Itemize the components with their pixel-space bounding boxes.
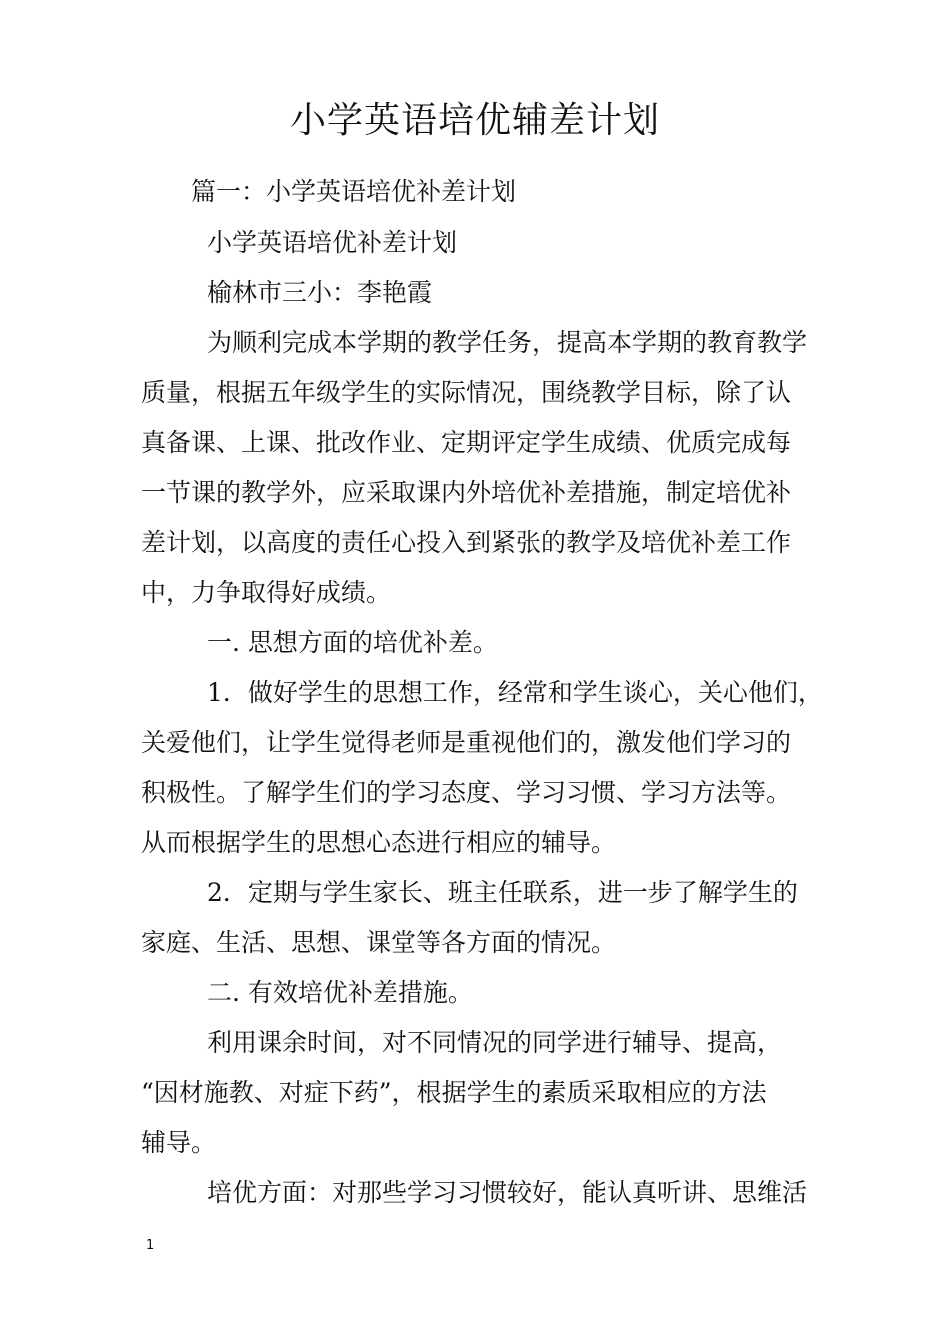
- section-heading: 一. 思想方面的培优补差。: [207, 628, 498, 657]
- paragraph-line: 质量，根据五年级学生的实际情况，围绕教学目标，除了认: [141, 378, 792, 407]
- paragraph-line: 2．定期与学生家长、班主任联系，进一步了解学生的: [207, 878, 798, 907]
- paragraph-line: 关爱他们，让学生觉得老师是重视他们的，激发他们学习的: [141, 728, 792, 757]
- paragraph-line: 利用课余时间，对不同情况的同学进行辅导、提高，: [207, 1028, 783, 1057]
- paragraph-line: “因材施教、对症下药”，根据学生的素质采取相应的方法: [141, 1078, 767, 1107]
- paragraph-line: 培优方面：对那些学习习惯较好，能认真听讲、思维活: [207, 1178, 808, 1207]
- paragraph-line: 辅导。: [141, 1128, 217, 1157]
- paragraph-line: 从而根据学生的思想心态进行相应的辅导。: [141, 828, 617, 857]
- document-title: 小学英语培优辅差计划: [289, 100, 660, 141]
- paragraph-line: 积极性。了解学生们的学习态度、学习习惯、学习方法等。: [141, 778, 792, 807]
- paragraph-line: 为顺利完成本学期的教学任务，提高本学期的教育教学: [207, 328, 808, 357]
- section-heading: 二. 有效培优补差措施。: [207, 978, 473, 1007]
- paragraph-line: 家庭、生活、思想、课堂等各方面的情况。: [141, 928, 617, 957]
- author-line: 榆林市三小：李艳霞: [207, 278, 433, 307]
- paragraph-line: 真备课、上课、批改作业、定期评定学生成绩、优质完成每: [141, 428, 792, 457]
- section-heading: 篇一：小学英语培优补差计划: [191, 177, 517, 206]
- paragraph-line: 1．做好学生的思想工作，经常和学生谈心，关心他们，: [207, 678, 823, 707]
- subtitle-line: 小学英语培优补差计划: [207, 228, 458, 257]
- paragraph-line: 一节课的教学外，应采取课内外培优补差措施，制定培优补: [141, 478, 792, 507]
- paragraph-line: 中，力争取得好成绩。: [141, 578, 392, 607]
- page-number: 1: [146, 1238, 155, 1253]
- paragraph-line: 差计划，以高度的责任心投入到紧张的教学及培优补差工作: [141, 528, 792, 557]
